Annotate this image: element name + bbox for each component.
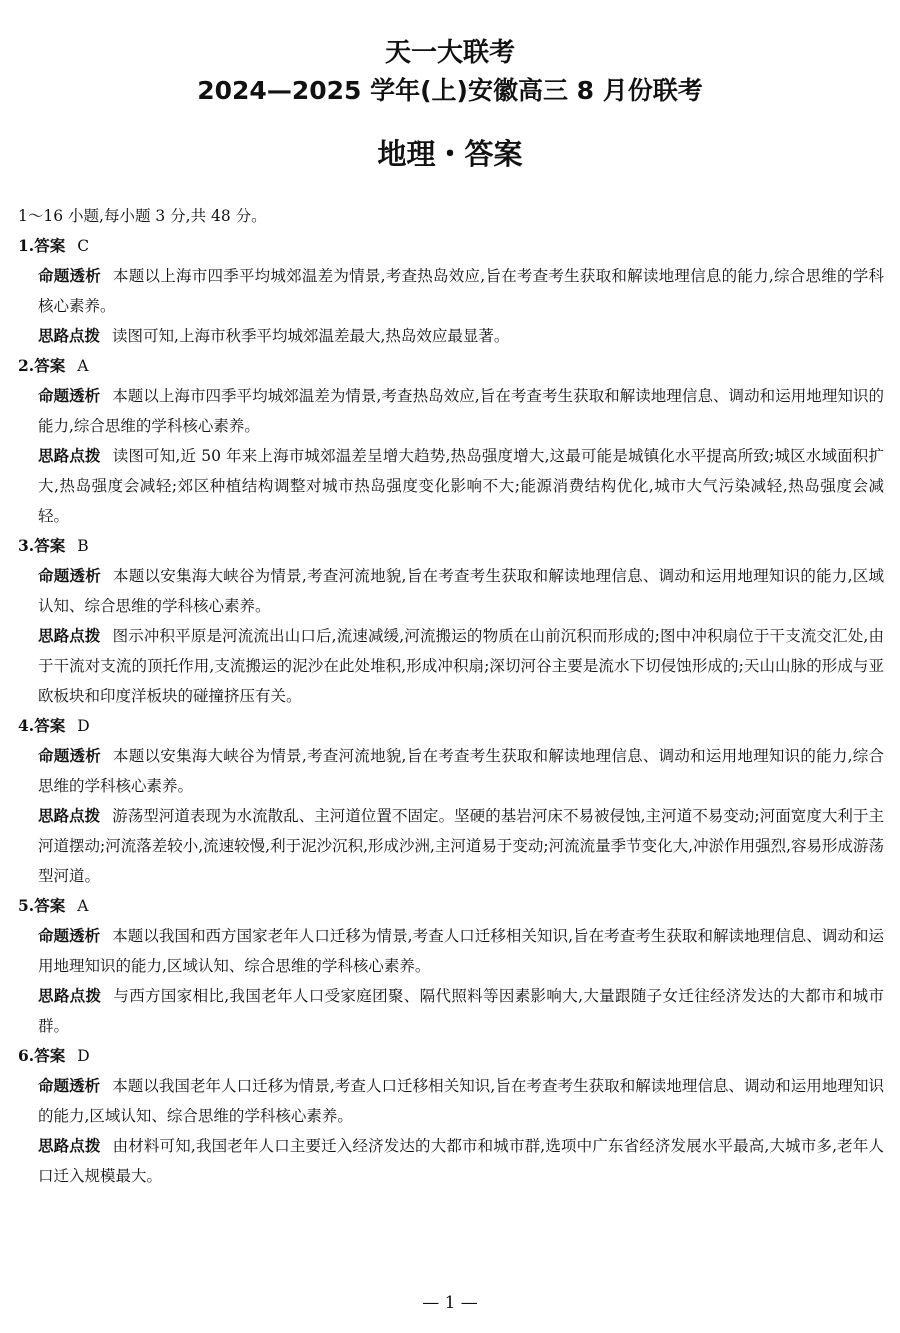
question-number: 6. — [18, 1046, 35, 1065]
analysis-text: 本题以安集海大峡谷为情景,考查河流地貌,旨在考查考生获取和解读地理信息、调动和运用地理知识的能力,综合思维的学科核心素养。 — [38, 747, 884, 795]
hint-paragraph — [18, 441, 884, 531]
exam-session-title: 2024—2025 学年(上)安徽高三 8 月份联考 — [197, 76, 703, 105]
hint-label: 思路点拨 — [38, 447, 101, 465]
question-number: 2. — [18, 356, 35, 375]
analysis-paragraph — [18, 741, 884, 801]
hint-label: 思路点拨 — [38, 987, 102, 1005]
hint-paragraph — [18, 321, 884, 351]
analysis-label: 命题透析 — [38, 267, 101, 285]
answer-label: 答案 — [34, 357, 66, 375]
analysis-paragraph — [18, 261, 884, 321]
hint-text: 读图可知,近 50 年来上海市城郊温差呈增大趋势,热岛强度增大,这最可能是城镇化水平提高所致;城区水域面积扩大,热岛强度会减轻;郊区种植结构调整对城市热岛强度变化影响不大;能源消费结构优化,城市大气污染减轻,热岛强度会减轻。 — [38, 447, 884, 525]
scoring-intro: 1～16 小题,每小题 3 分,共 48 分。 — [18, 207, 267, 225]
analysis-paragraph — [18, 381, 884, 441]
hint-text: 游荡型河道表现为水流散乱、主河道位置不固定。坚硬的基岩河床不易被侵蚀,主河道不易变动;河面宽度大利于主河道摆动;河流落差较小,流速较慢,利于泥沙沉积,形成沙洲,主河道易于变动;河流流量季节变化大,冲淤作用强烈,容易形成游荡型河道。 — [38, 807, 885, 885]
analysis-label: 命题透析 — [38, 927, 101, 945]
analysis-paragraph — [18, 561, 884, 621]
question-number: 5. — [18, 896, 35, 915]
question-number: 3. — [18, 536, 35, 555]
analysis-paragraph — [18, 1071, 884, 1131]
hint-paragraph — [18, 801, 884, 891]
question-item — [18, 351, 884, 531]
answer-option: A — [77, 357, 89, 375]
subject-title: 地理・答案 — [377, 137, 523, 171]
question-number: 1. — [18, 236, 35, 255]
analysis-paragraph — [18, 921, 884, 981]
answer-label: 答案 — [34, 237, 66, 255]
question-answer-line — [18, 711, 884, 741]
question-item — [18, 531, 884, 711]
exam-series-title: 天一大联考 — [384, 38, 515, 68]
answer-option: A — [77, 897, 89, 915]
hint-label: 思路点拨 — [38, 807, 101, 825]
question-list — [18, 231, 884, 1191]
analysis-text: 本题以我国和西方国家老年人口迁移为情景,考查人口迁移相关知识,旨在考查考生获取和解读地理信息、调动和运用地理知识的能力,区域认知、综合思维的学科核心素养。 — [38, 927, 884, 975]
question-answer-line — [18, 891, 884, 921]
question-answer-line — [18, 231, 884, 261]
analysis-label: 命题透析 — [38, 567, 101, 585]
hint-text: 图示冲积平原是河流流出山口后,流速减缓,河流搬运的物质在山前沉积而形成的;图中冲积扇位于干支流交汇处,由于干流对支流的顶托作用,支流搬运的泥沙在此处堆积,形成冲积扇;深切河谷主要是流水下切侵蚀形成的;天山山脉的形成与亚欧板块和印度洋板块的碰撞挤压有关。 — [38, 627, 884, 705]
analysis-label: 命题透析 — [38, 387, 101, 405]
hint-text: 读图可知,上海市秋季平均城郊温差最大,热岛效应最显著。 — [112, 327, 510, 345]
analysis-text: 本题以安集海大峡谷为情景,考查河流地貌,旨在考查考生获取和解读地理信息、调动和运用地理知识的能力,区域认知、综合思维的学科核心素养。 — [38, 567, 884, 615]
answer-option: B — [77, 537, 89, 555]
answer-option: D — [77, 1047, 90, 1065]
answer-label: 答案 — [34, 897, 66, 915]
hint-text: 与西方国家相比,我国老年人口受家庭团聚、隔代照料等因素影响大,大量跟随子女迁往经济发达的大都市和城市群。 — [38, 987, 884, 1035]
hint-label: 思路点拨 — [38, 1137, 101, 1155]
question-item — [18, 711, 884, 891]
hint-text: 由材料可知,我国老年人口主要迁入经济发达的大都市和城市群,选项中广东省经济发展水平最高,大城市多,老年人口迁入规模最大。 — [38, 1137, 884, 1185]
hint-paragraph — [18, 621, 884, 711]
question-answer-line — [18, 531, 884, 561]
question-answer-line — [18, 1041, 884, 1071]
question-item — [18, 1041, 884, 1191]
analysis-label: 命题透析 — [38, 1077, 101, 1095]
analysis-label: 命题透析 — [38, 747, 101, 765]
page-number: — 1 — — [422, 1293, 478, 1313]
question-answer-line — [18, 351, 884, 381]
hint-paragraph — [18, 981, 884, 1041]
analysis-text: 本题以上海市四季平均城郊温差为情景,考查热岛效应,旨在考查考生获取和解读地理信息的能力,综合思维的学科核心素养。 — [38, 267, 884, 315]
question-item — [18, 231, 884, 351]
answer-label: 答案 — [34, 537, 66, 555]
analysis-text: 本题以我国老年人口迁移为情景,考查人口迁移相关知识,旨在考查考生获取和解读地理信息、调动和运用地理知识的能力,区域认知、综合思维的学科核心素养。 — [38, 1077, 884, 1125]
hint-label: 思路点拨 — [38, 627, 101, 645]
answer-content — [18, 201, 884, 1191]
hint-paragraph — [18, 1131, 884, 1191]
question-number: 4. — [18, 716, 35, 735]
analysis-text: 本题以上海市四季平均城郊温差为情景,考查热岛效应,旨在考查考生获取和解读地理信息、调动和运用地理知识的能力,综合思维的学科核心素养。 — [38, 387, 884, 435]
hint-label: 思路点拨 — [38, 327, 101, 345]
answer-label: 答案 — [34, 717, 66, 735]
answer-label: 答案 — [34, 1047, 66, 1065]
answer-option: C — [77, 237, 90, 255]
question-item — [18, 891, 884, 1041]
answer-option: D — [77, 717, 90, 735]
